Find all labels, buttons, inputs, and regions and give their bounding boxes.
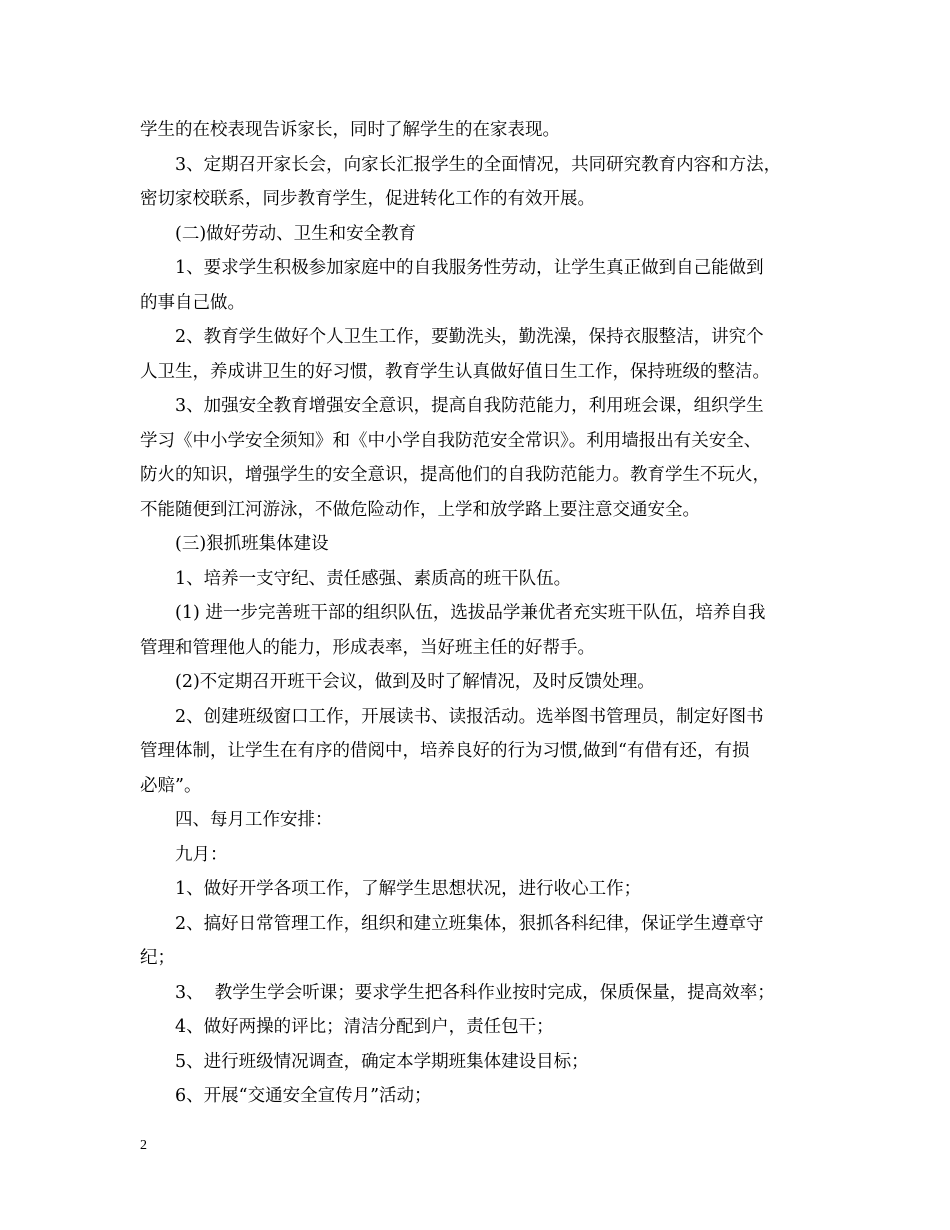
section-heading: (二)做好劳动、卫生和安全教育 — [175, 223, 417, 244]
text-line: (2)不定期召开班干会议，做到及时了解情况，及时反馈处理。 — [175, 672, 655, 692]
text-line: 不能随便到江河游泳，不做危险动作，上学和放学路上要注意交通安全。 — [140, 499, 700, 520]
text-line: 5、进行班级情况调查，确定本学期班集体建设目标； — [175, 1051, 589, 1072]
text-line: 纪； — [140, 948, 175, 968]
document-body — [140, 113, 832, 1114]
text-line: 必赔”。 — [140, 775, 202, 796]
text-line: 3、定期召开家长会，向家长汇报学生的全面情况，共同研究教育内容和方法， — [175, 154, 782, 175]
text-line: 2、搞好日常管理工作，组织和建立班集体，狠抓各科纪律，保证学生遵章守 — [175, 913, 764, 934]
text-line: 1、做好开学各项工作，了解学生思想状况，进行收心工作； — [175, 879, 642, 899]
text-line: 4、做好两操的评比；清洁分配到户，责任包干； — [175, 1017, 554, 1037]
text-line: 管理体制，让学生在有序的借阅中，培养良好的行为习惯,做到“有借有还，有损 — [140, 741, 750, 761]
text-line: 学习《中小学安全须知》和《中小学自我防范安全常识》。利用墙报出有关安全、 — [140, 430, 762, 451]
month-heading: 九月： — [175, 844, 228, 865]
text-line: 6、开展“交通安全宣传月”活动； — [175, 1086, 432, 1106]
text-line: 防火的知识，增强学生的安全意识，提高他们的自我防范能力。教育学生不玩火， — [140, 465, 770, 485]
text-line: 学生的在校表现告诉家长，同时了解学生的在家表现。 — [140, 120, 560, 140]
text-line: 2、创建班级窗口工作，开展读书、读报活动。选举图书管理员，制定好图书 — [175, 706, 764, 727]
text-line: 人卫生，养成讲卫生的好习惯，教育学生认真做好值日生工作，保持班级的整洁。 — [140, 361, 770, 382]
section-heading: (三)狠抓班集体建设 — [175, 534, 329, 554]
text-line: 3、加强安全教育增强安全意识，提高自我防范能力，利用班会课，组织学生 — [175, 396, 764, 416]
text-line: 1、要求学生积极参加家庭中的自我服务性劳动，让学生真正做到自己能做到 — [175, 258, 764, 278]
text-line: 管理和管理他人的能力，形成表率，当好班主任的好帮手。 — [140, 637, 595, 658]
text-line: 3、 教学生学会听课；要求学生把各科作业按时完成，保质保量，提高效率； — [175, 982, 775, 1003]
text-line: 2、教育学生做好个人卫生工作，要勤洗头，勤洗澡，保持衣服整洁，讲究个 — [175, 327, 764, 347]
text-line: 的事自己做。 — [140, 292, 245, 313]
page-number: 2 — [140, 1138, 147, 1153]
section-heading: 四、每月工作安排： — [175, 810, 333, 830]
text-line: 密切家校联系，同步教育学生，促进转化工作的有效开展。 — [140, 189, 595, 209]
text-line: 1、培养一支守纪、责任感强、素质高的班干队伍。 — [175, 568, 572, 589]
text-line: (1) 进一步完善班干部的组织队伍，选拔品学兼优者充实班干队伍，培养自我 — [175, 603, 766, 623]
